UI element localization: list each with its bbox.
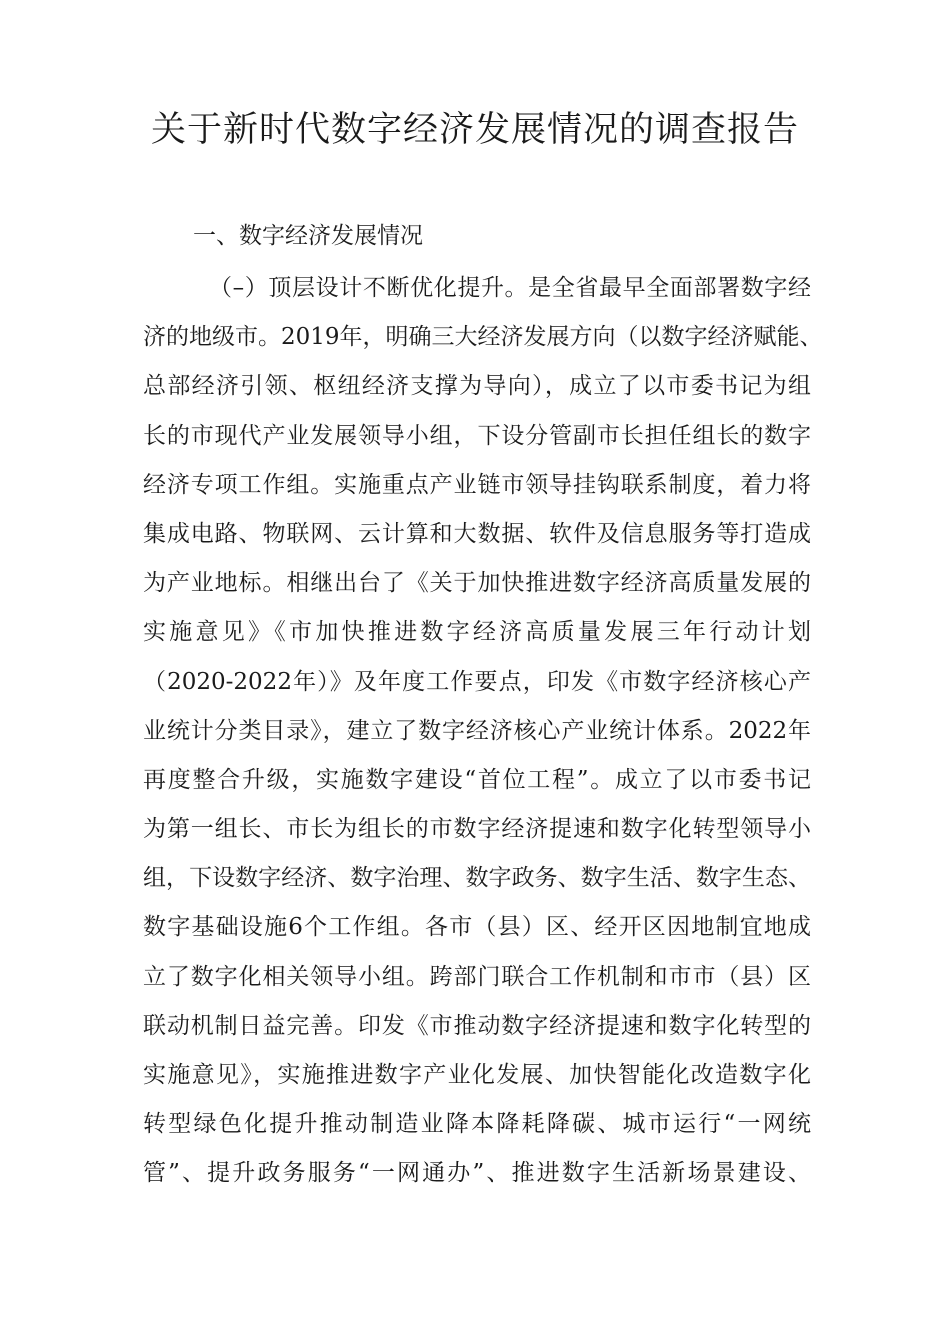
paragraph-line: 总部经济引领、枢纽经济支撑为导向），成立了以市委书记为组 bbox=[143, 373, 811, 400]
paragraph-line: 集成电路、物联网、云计算和大数据、软件及信息服务等打造成 bbox=[143, 520, 811, 547]
paragraph-line: 实施意见》，实施推进数字产业化发展、加快智能化改造数字化 bbox=[143, 1062, 811, 1088]
paragraph-line: 组，下设数字经济、数字治理、数字政务、数字生活、数字生态、 bbox=[143, 865, 811, 892]
paragraph-line: （–）顶层设计不断优化提升。是全省最早全面部署数字经 bbox=[209, 275, 811, 301]
document-title: 关于新时代数字经济发展情况的调查报告 bbox=[150, 110, 799, 150]
section-heading: 一、数字经济发展情况 bbox=[193, 223, 423, 249]
paragraph-line: 联动机制日益完善。印发《市推动数字经济提速和数字化转型的 bbox=[143, 1012, 811, 1039]
paragraph-line: 经济专项工作组。实施重点产业链市领导挂钩联系制度，着力将 bbox=[143, 471, 811, 498]
paragraph-line: 长的市现代产业发展领导小组，下设分管副市长担任组长的数字 bbox=[143, 422, 811, 449]
paragraph-line: 再度整合升级，实施数字建设“首位工程”。成立了以市委书记 bbox=[143, 766, 811, 793]
paragraph-line: 实施意见》《市加快推进数字经济高质量发展三年行动计划 bbox=[143, 619, 811, 646]
paragraph-line: （2020-2022年）》及年度工作要点，印发《市数字经济核心产 bbox=[143, 668, 811, 695]
paragraph-line: 立了数字化相关领导小组。跨部门联合工作机制和市市（县）区 bbox=[143, 963, 811, 990]
paragraph-line: 济的地级市。2019年，明确三大经济发展方向（以数字经济赋能、 bbox=[143, 324, 823, 351]
paragraph-line: 为产业地标。相继出台了《关于加快推进数字经济高质量发展的 bbox=[143, 570, 811, 597]
body-paragraph bbox=[143, 264, 823, 1199]
paragraph-line: 业统计分类目录》，建立了数字经济核心产业统计体系。2022年 bbox=[143, 717, 811, 744]
paragraph-line: 转型绿色化提升推动制造业降本降耗降碳、城市运行“一网统 bbox=[143, 1111, 811, 1138]
paragraph-line: 数字基础设施6个工作组。各市（县）区、经开区因地制宜地成 bbox=[143, 914, 811, 941]
paragraph-line: 为第一组长、市长为组长的市数字经济提速和数字化转型领导小 bbox=[143, 816, 811, 843]
paragraph-line: 管”、提升政务服务“一网通办”、推进数字生活新场景建设、 bbox=[143, 1160, 811, 1187]
